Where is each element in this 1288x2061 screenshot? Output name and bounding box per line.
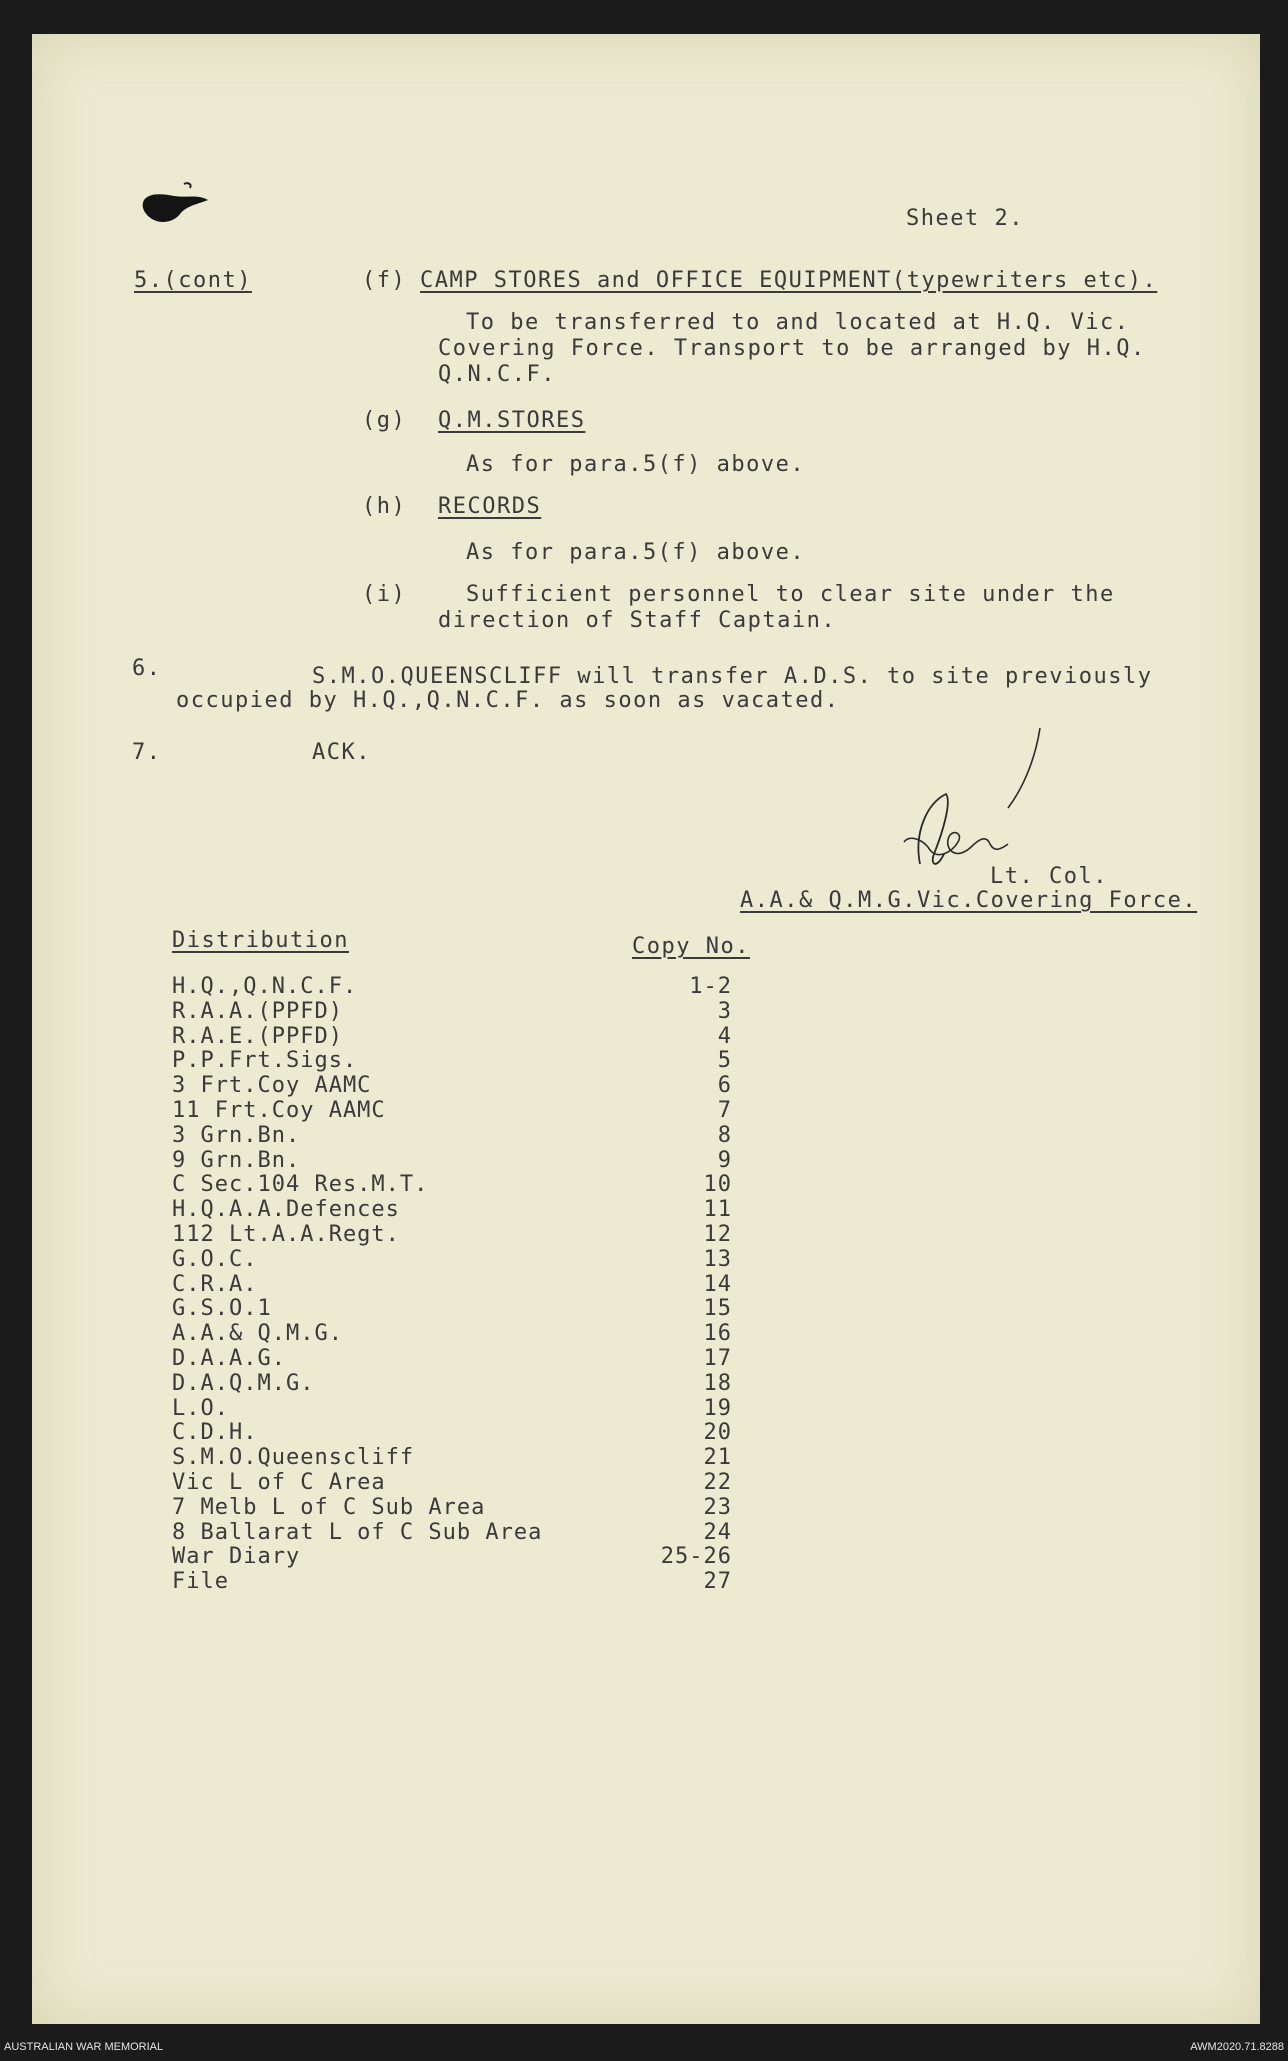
distribution-row bbox=[172, 1445, 732, 1471]
distribution-row bbox=[172, 1371, 732, 1397]
distribution-copy-number: 3 bbox=[717, 998, 732, 1024]
distribution-copy-number: 9 bbox=[717, 1147, 732, 1173]
distribution-row bbox=[172, 1073, 732, 1099]
footer-reference: AWM2020.71.8288 bbox=[1190, 2041, 1284, 2053]
para6-line2: occupied by H.Q.,Q.N.C.F. as soon as vacated. bbox=[176, 688, 840, 713]
distribution-row bbox=[172, 1247, 732, 1273]
distribution-recipient: R.A.E.(PPFD) bbox=[172, 1023, 343, 1049]
distribution-recipient: H.Q.A.A.Defences bbox=[172, 1197, 400, 1223]
distribution-copy-number: 4 bbox=[717, 1023, 732, 1049]
distribution-row bbox=[172, 1048, 732, 1074]
distribution-recipient: S.M.O.Queenscliff bbox=[172, 1445, 415, 1471]
ink-blot-mark bbox=[140, 180, 212, 226]
para5f-line3: Q.N.C.F. bbox=[438, 362, 556, 387]
distribution-recipient: 11 Frt.Coy AAMC bbox=[172, 1098, 386, 1123]
para6-number: 6. bbox=[132, 656, 162, 681]
signoff-title: A.A.& Q.M.G.Vic.Covering Force. bbox=[740, 888, 1198, 913]
para5g-text: As for para.5(f) above. bbox=[466, 452, 806, 477]
distribution-recipient: C Sec.104 Res.M.T. bbox=[172, 1172, 429, 1198]
distribution-row bbox=[172, 1296, 732, 1322]
distribution-recipient: D.A.Q.M.G. bbox=[172, 1370, 315, 1396]
archive-footer bbox=[4, 2041, 1284, 2057]
para5g-letter: (g) bbox=[362, 408, 407, 433]
distribution-copy-number: 25-26 bbox=[660, 1544, 732, 1570]
distribution-row bbox=[172, 1098, 732, 1124]
distribution-recipient: H.Q.,Q.N.C.F. bbox=[172, 974, 358, 999]
distribution-row bbox=[172, 1148, 732, 1174]
distribution-copy-number: 13 bbox=[703, 1246, 732, 1272]
distribution-recipient: L.O. bbox=[172, 1395, 229, 1421]
distribution-recipient: 9 Grn.Bn. bbox=[172, 1147, 301, 1173]
distribution-heading: Distribution bbox=[172, 928, 349, 953]
distribution-copy-number: 14 bbox=[703, 1271, 732, 1297]
distribution-recipient: R.A.A.(PPFD) bbox=[172, 998, 343, 1024]
para5i-line2: direction of Staff Captain. bbox=[438, 608, 837, 633]
distribution-row bbox=[172, 1420, 732, 1446]
distribution-row bbox=[172, 1222, 732, 1248]
distribution-copy-number: 6 bbox=[717, 1073, 732, 1099]
distribution-copy-number: 8 bbox=[717, 1122, 732, 1148]
distribution-row bbox=[172, 1495, 732, 1521]
distribution-recipient: 8 Ballarat L of C Sub Area bbox=[172, 1519, 543, 1545]
document-page bbox=[32, 34, 1260, 2024]
distribution-copy-number: 5 bbox=[717, 1048, 732, 1074]
distribution-recipient: 7 Melb L of C Sub Area bbox=[172, 1494, 486, 1520]
handwritten-signature bbox=[890, 724, 1070, 884]
distribution-row bbox=[172, 1172, 732, 1198]
distribution-copy-number: 12 bbox=[703, 1222, 732, 1247]
distribution-recipient: 112 Lt.A.A.Regt. bbox=[172, 1222, 400, 1247]
distribution-copy-number: 16 bbox=[703, 1321, 732, 1347]
footer-institution: AUSTRALIAN WAR MEMORIAL bbox=[4, 2041, 164, 2053]
distribution-row bbox=[172, 1123, 732, 1149]
distribution-row bbox=[172, 1346, 732, 1372]
distribution-copy-number: 23 bbox=[703, 1494, 732, 1520]
distribution-row bbox=[172, 1544, 732, 1570]
distribution-copy-number: 27 bbox=[703, 1569, 732, 1595]
distribution-row bbox=[172, 1321, 732, 1347]
para5i-letter: (i) bbox=[362, 582, 407, 607]
distribution-recipient: D.A.A.G. bbox=[172, 1346, 286, 1371]
distribution-recipient: G.O.C. bbox=[172, 1246, 258, 1272]
para5f-heading: CAMP STORES and OFFICE EQUIPMENT(typewriters etc). bbox=[420, 268, 1158, 293]
distribution-row bbox=[172, 1569, 732, 1595]
distribution-row bbox=[172, 1470, 732, 1496]
distribution-copy-number: 11 bbox=[703, 1197, 732, 1223]
distribution-row bbox=[172, 1024, 732, 1050]
distribution-recipient: 3 Frt.Coy AAMC bbox=[172, 1073, 372, 1099]
copy-number-heading: Copy No. bbox=[632, 934, 750, 959]
para5f-line2: Covering Force. Transport to be arranged by H.Q. bbox=[438, 336, 1146, 361]
distribution-copy-number: 1-2 bbox=[689, 974, 732, 999]
distribution-copy-number: 19 bbox=[703, 1395, 732, 1421]
distribution-recipient: File bbox=[172, 1569, 229, 1595]
para5i-line1: Sufficient personnel to clear site under the bbox=[466, 582, 1115, 607]
distribution-copy-number: 20 bbox=[703, 1420, 732, 1446]
distribution-recipient: Vic L of C Area bbox=[172, 1470, 386, 1495]
distribution-recipient: G.S.O.1 bbox=[172, 1296, 272, 1322]
distribution-row bbox=[172, 1396, 732, 1422]
distribution-copy-number: 22 bbox=[703, 1470, 732, 1495]
distribution-copy-number: 7 bbox=[717, 1098, 732, 1123]
distribution-recipient: C.R.A. bbox=[172, 1271, 258, 1297]
distribution-copy-number: 24 bbox=[703, 1519, 732, 1545]
para5h-heading: RECORDS bbox=[438, 494, 542, 519]
para5h-letter: (h) bbox=[362, 494, 407, 519]
distribution-copy-number: 15 bbox=[703, 1296, 732, 1322]
para6-line1: S.M.O.QUEENSCLIFF will transfer A.D.S. to site previously bbox=[312, 664, 1153, 689]
distribution-recipient: P.P.Frt.Sigs. bbox=[172, 1048, 358, 1074]
para5f-line1: To be transferred to and located at H.Q. Vic. bbox=[466, 310, 1130, 335]
distribution-copy-number: 21 bbox=[703, 1445, 732, 1471]
distribution-row bbox=[172, 974, 732, 1000]
distribution-row bbox=[172, 1520, 732, 1546]
para5h-text: As for para.5(f) above. bbox=[466, 540, 806, 565]
para7-text: ACK. bbox=[312, 740, 371, 765]
distribution-recipient: C.D.H. bbox=[172, 1420, 258, 1446]
distribution-row bbox=[172, 999, 732, 1025]
distribution-copy-number: 18 bbox=[703, 1370, 732, 1396]
distribution-copy-number: 17 bbox=[703, 1346, 732, 1371]
para5g-heading: Q.M.STORES bbox=[438, 408, 586, 433]
distribution-row bbox=[172, 1272, 732, 1298]
para5-number: 5.(cont) bbox=[134, 268, 252, 293]
sheet-number: Sheet 2. bbox=[906, 206, 1024, 231]
distribution-copy-number: 10 bbox=[703, 1172, 732, 1198]
signoff-rank: Lt. Col. bbox=[990, 864, 1108, 889]
distribution-row bbox=[172, 1197, 732, 1223]
distribution-recipient: A.A.& Q.M.G. bbox=[172, 1321, 343, 1347]
para7-number: 7. bbox=[132, 740, 162, 765]
para5f-letter: (f) bbox=[362, 268, 407, 293]
distribution-recipient: War Diary bbox=[172, 1544, 301, 1570]
distribution-recipient: 3 Grn.Bn. bbox=[172, 1122, 301, 1148]
